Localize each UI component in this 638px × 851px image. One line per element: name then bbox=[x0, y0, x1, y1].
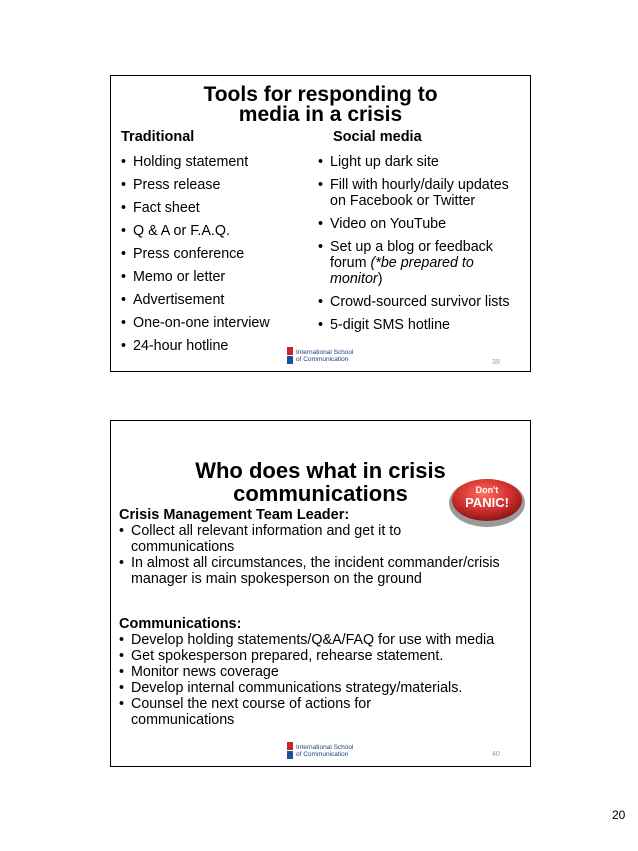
slide-title bbox=[111, 85, 530, 125]
communications-list bbox=[119, 632, 524, 728]
list-item-italic-note: (*be prepared to monitor bbox=[330, 255, 474, 287]
traditional-header: Traditional bbox=[121, 129, 195, 145]
list-item: • Advertisement bbox=[121, 292, 306, 308]
slide-title-line-1: Who does what in crisis bbox=[195, 458, 446, 483]
list-item: • Press release bbox=[121, 177, 306, 193]
logo-mark-icon bbox=[287, 742, 293, 759]
slide-title-line-2: media in a crisis bbox=[238, 103, 403, 126]
list-item: • In almost all circumstances, the incident commander/crisis manager is main spokesperson on the ground bbox=[119, 555, 524, 587]
logo-text-line-2: of Communication bbox=[296, 750, 349, 758]
slide-number: 39 bbox=[492, 359, 500, 366]
list-item: • Get spokesperson prepared, rehearse statement. bbox=[119, 648, 524, 664]
list-item: • Video on YouTube bbox=[318, 216, 528, 232]
page-number: 20 bbox=[612, 808, 626, 822]
logo-text-line-2: of Communication bbox=[296, 355, 349, 363]
slide-who-does-what bbox=[110, 420, 531, 767]
list-item-text: Set up a blog or feedback forum bbox=[330, 239, 493, 271]
slide-title-line-1: Tools for responding to bbox=[203, 83, 438, 106]
logo-mark-icon bbox=[287, 347, 293, 364]
list-item-text-end: ) bbox=[377, 271, 383, 287]
list-item: • Press conference bbox=[121, 246, 306, 262]
team-leader-header: Crisis Management Team Leader: bbox=[119, 507, 350, 523]
list-item: • Counsel the next course of actions for communications bbox=[119, 696, 431, 728]
team-leader-list bbox=[119, 523, 524, 587]
slide-title-line-2: communications bbox=[233, 481, 408, 506]
list-item: • Collect all relevant information and get it to communications bbox=[119, 523, 441, 555]
list-item: • 5-digit SMS hotline bbox=[318, 317, 528, 333]
list-item: • Develop internal communications strategy/materials. bbox=[119, 680, 524, 696]
list-item: • Monitor news coverage bbox=[119, 664, 524, 680]
list-item: • Holding statement bbox=[121, 154, 306, 170]
logo-text-line-1: International School bbox=[296, 348, 354, 356]
slide-number: 40 bbox=[492, 751, 500, 758]
list-item: • Fill with hourly/daily updates on Facebook or Twitter bbox=[318, 177, 528, 209]
communications-header: Communications: bbox=[119, 616, 242, 632]
slide-tools-for-responding bbox=[110, 75, 531, 372]
list-item: • Develop holding statements/Q&A/FAQ for use with media bbox=[119, 632, 501, 648]
school-logo bbox=[287, 742, 353, 759]
traditional-list bbox=[121, 154, 306, 361]
panic-line-2: PANIC! bbox=[465, 495, 509, 510]
list-item bbox=[318, 239, 528, 287]
list-item: • Light up dark site bbox=[318, 154, 528, 170]
social-media-list bbox=[318, 154, 528, 333]
list-item: • Crowd-sourced survivor lists bbox=[318, 294, 528, 310]
list-item: • 24-hour hotline bbox=[121, 338, 306, 354]
list-item: • Q & A or F.A.Q. bbox=[121, 223, 306, 239]
dont-panic-button-icon bbox=[447, 473, 527, 529]
panic-line-1: Don't bbox=[475, 485, 499, 495]
school-logo bbox=[287, 347, 353, 364]
list-item: • Fact sheet bbox=[121, 200, 306, 216]
social-media-header: Social media bbox=[333, 129, 422, 145]
list-item: • One-on-one interview bbox=[121, 315, 306, 331]
list-item: • Memo or letter bbox=[121, 269, 306, 285]
logo-text-line-1: International School bbox=[296, 743, 354, 751]
